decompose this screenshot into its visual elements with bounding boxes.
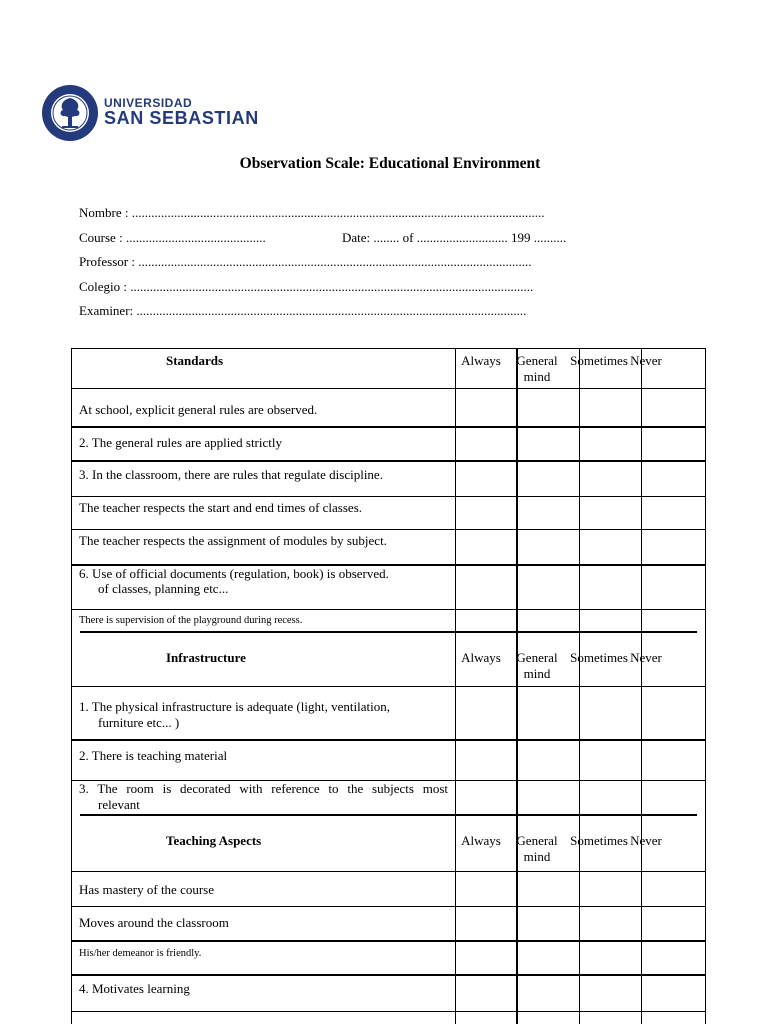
row-line [71, 1011, 706, 1012]
university-seal-icon [40, 84, 100, 144]
section-title-standards: Standards [166, 353, 224, 368]
section-separator [80, 631, 697, 633]
col-sometimes: Sometimes [570, 833, 628, 848]
item-row: 3. In the classroom, there are rules that regulate discipline. [79, 467, 383, 482]
col-always: Always [461, 833, 501, 848]
row-line [71, 739, 706, 741]
row-line [71, 871, 706, 872]
item-row: The teacher respects the assignment of modules by subject. [79, 533, 387, 548]
item-row: 1. The physical infrastructure is adequate (light, ventilation, [79, 699, 390, 714]
item-row: 6. Use of official documents (regulation, book) is observed. [79, 566, 389, 581]
row-line [71, 348, 706, 349]
item-row-continuation: relevant [98, 797, 140, 812]
row-line [71, 426, 706, 428]
row-line [71, 496, 706, 497]
col-never: Never [630, 650, 662, 665]
row-line [71, 388, 706, 389]
col-always: Always [461, 353, 501, 368]
logo-line-1: UNIVERSIDAD [104, 96, 193, 110]
col-never: Never [630, 833, 662, 848]
item-row: 4. Motivates learning [79, 981, 190, 996]
professor-field[interactable]: Professor : ......................................................................................................................... [79, 254, 532, 269]
row-line [71, 686, 706, 687]
row-line [71, 940, 706, 942]
col-always: Always [461, 650, 501, 665]
section-title-infrastructure: Infrastructure [166, 650, 246, 665]
item-row: At school, explicit general rules are observed. [79, 402, 318, 417]
section-title-teaching: Teaching Aspects [166, 833, 262, 848]
colegio-field[interactable]: Colegio : ............................................................................................................................ [79, 279, 534, 294]
col-general: General mind [516, 650, 558, 681]
item-row-continuation: of classes, planning etc... [98, 581, 229, 596]
item-row: 2. The general rules are applied strictly [79, 435, 282, 450]
course-field[interactable]: Course : ........................................... [79, 230, 266, 245]
page-title: Observation Scale: Educational Environment [239, 155, 541, 172]
col-sometimes: Sometimes [570, 650, 628, 665]
item-row: 3. The room is decorated with reference to the subjects most [79, 781, 448, 796]
col-sometimes: Sometimes [570, 353, 628, 368]
item-row: 2. There is teaching material [79, 748, 228, 763]
row-line [71, 460, 706, 462]
row-line [71, 906, 706, 907]
examiner-field[interactable]: Examiner: ........................................................................................................................ [79, 303, 527, 318]
item-row: Moves around the classroom [79, 915, 229, 930]
item-row: The teacher respects the start and end times of classes. [79, 500, 362, 515]
col-never: Never [630, 353, 662, 368]
item-row-continuation: furniture etc... ) [98, 715, 180, 730]
col-general: General mind [516, 353, 558, 384]
university-logo [40, 84, 265, 142]
row-line [71, 609, 706, 610]
col-general: General mind [516, 833, 558, 864]
nombre-field[interactable]: Nombre : ............................................................................................................................... [79, 205, 545, 220]
row-line [71, 529, 706, 530]
section-separator [80, 814, 697, 816]
date-field[interactable]: Date: ........ of ............................ 199 .......... [342, 230, 567, 245]
item-row: There is supervision of the playground during recess. [79, 615, 303, 626]
item-row: Has mastery of the course [79, 882, 215, 897]
row-line [71, 974, 706, 976]
item-row: His/her demeanor is friendly. [79, 948, 202, 959]
logo-line-2: SAN SEBASTIAN [104, 108, 259, 128]
